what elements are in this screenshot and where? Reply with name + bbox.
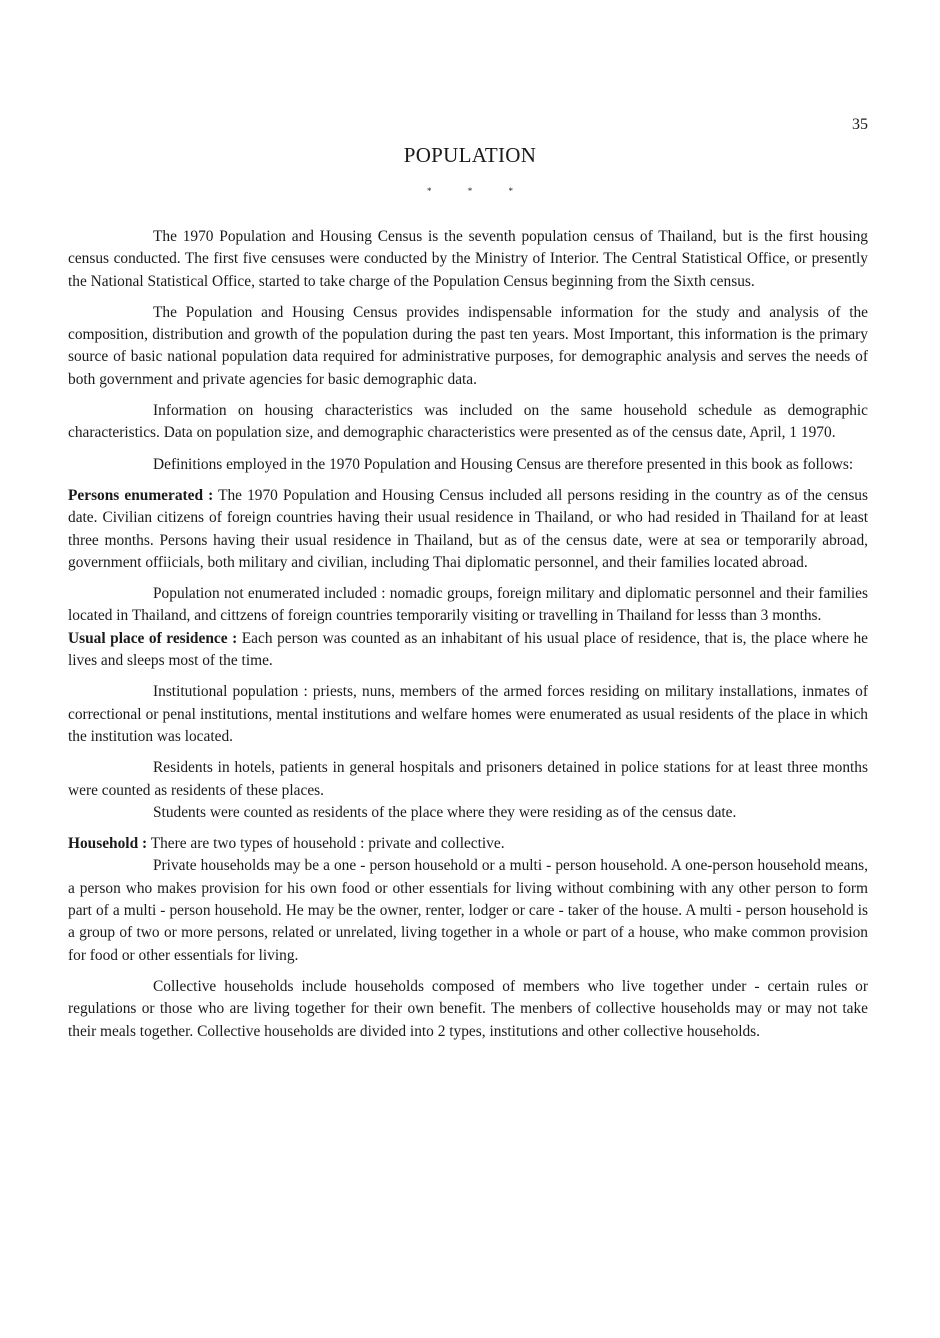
term-persons-enumerated: Persons enumerated : xyxy=(68,486,214,504)
definition-text: Each person was counted as an inhabitant of his usual place of residence, that is, the place where he lives and sleeps most of the time. xyxy=(68,629,868,670)
paragraph-purpose: The Population and Housing Census provides indispensable information for the study and analysis of the composition, distribution and growth of the population during the past ten years. Most Important, this information is the primary source of basic national population data required for administrative purposes, for demographic analysis and serves the needs of both government and private agencies for basic demographic data. xyxy=(68,303,868,388)
paragraph-intro: The 1970 Population and Housing Census is the seventh population census of Thailand, but is the first housing census conducted. The first five censuses were conducted by the Ministry of Interior. The Central Statistical Office, or presently the National Statistical Office, started to take charge of the Population Census beginning from the Sixth census. xyxy=(68,228,868,290)
paragraph-private-households: Private households may be a one - person household or a multi - person household. A one-person household means, a person who makes provision for his own food or other essentials for living without combining with any other person to form part of a multi - person household. He may be the owner, renter, lodger or care - taker of the house. A multi - person household is a group of two or more persons, related or unrelated, living together in a whole or part of a house, who make common provision for food or other essentials for living. xyxy=(68,857,868,964)
page-number: 35 xyxy=(852,116,868,133)
definition-text: There are two types of household : private and collective. xyxy=(150,835,505,853)
page-title: POPULATION xyxy=(403,143,537,167)
document-body xyxy=(68,226,868,1043)
paragraph-definitions-intro: Definitions employed in the 1970 Population and Housing Census are therefore presented in this book as follows: xyxy=(153,455,854,473)
term-household: Household : xyxy=(68,835,148,853)
paragraph-institutional: Institutional population : priests, nuns, members of the armed forces residing on military installations, inmates of correctional or penal institutions, mental institutions and welfare homes were enumerated as usual residents of the place in which the institution was located. xyxy=(68,683,868,745)
paragraph-hotels: Residents in hotels, patients in general hospitals and prisoners detained in police stations for at least three months were counted as residents of these places. xyxy=(68,759,868,799)
definition-text: The 1970 Population and Housing Census included all persons residing in the country as of the census date. Civilian citizens of foreign countries having their usual residence in Thailand, or who had resided in Thailand for at least three months. Persons having their usual residence in Thailand, but as of the census date, were at sea or temporarily abroad, government offiicials, both military and civilian, including Thai diplomatic personnel, and their families located abroad. xyxy=(68,486,868,571)
term-usual-residence: Usual place of residence : xyxy=(68,629,238,647)
paragraph-students: Students were counted as residents of the place where they were residing as of the census date. xyxy=(153,803,737,821)
definition-persons-enumerated xyxy=(68,485,868,574)
section-ornament: * * * xyxy=(427,186,513,196)
paragraph-housing-info: Information on housing characteristics was included on the same household schedule as demographic characteristics. Data on population size, and demographic characteristics were presented as of the census date, April, 1 1970. xyxy=(68,402,868,442)
paragraph-collective-households: Collective households include households composed of members who live together under - certain rules or regulations or those who are living together for their own benefit. The menbers of collective households may or may not take their meals together. Collective households are divided into 2 types, institutions and other collective households. xyxy=(68,977,868,1040)
paragraph-not-enumerated: Population not enumerated included : nomadic groups, foreign military and diplomatic personnel and their families located in Thailand, and cittzens of foreign countries temporarily visiting or travelling in Thailand for lesss than 3 months. xyxy=(68,585,868,625)
definition-usual-residence xyxy=(68,628,868,673)
definition-household xyxy=(68,833,868,855)
